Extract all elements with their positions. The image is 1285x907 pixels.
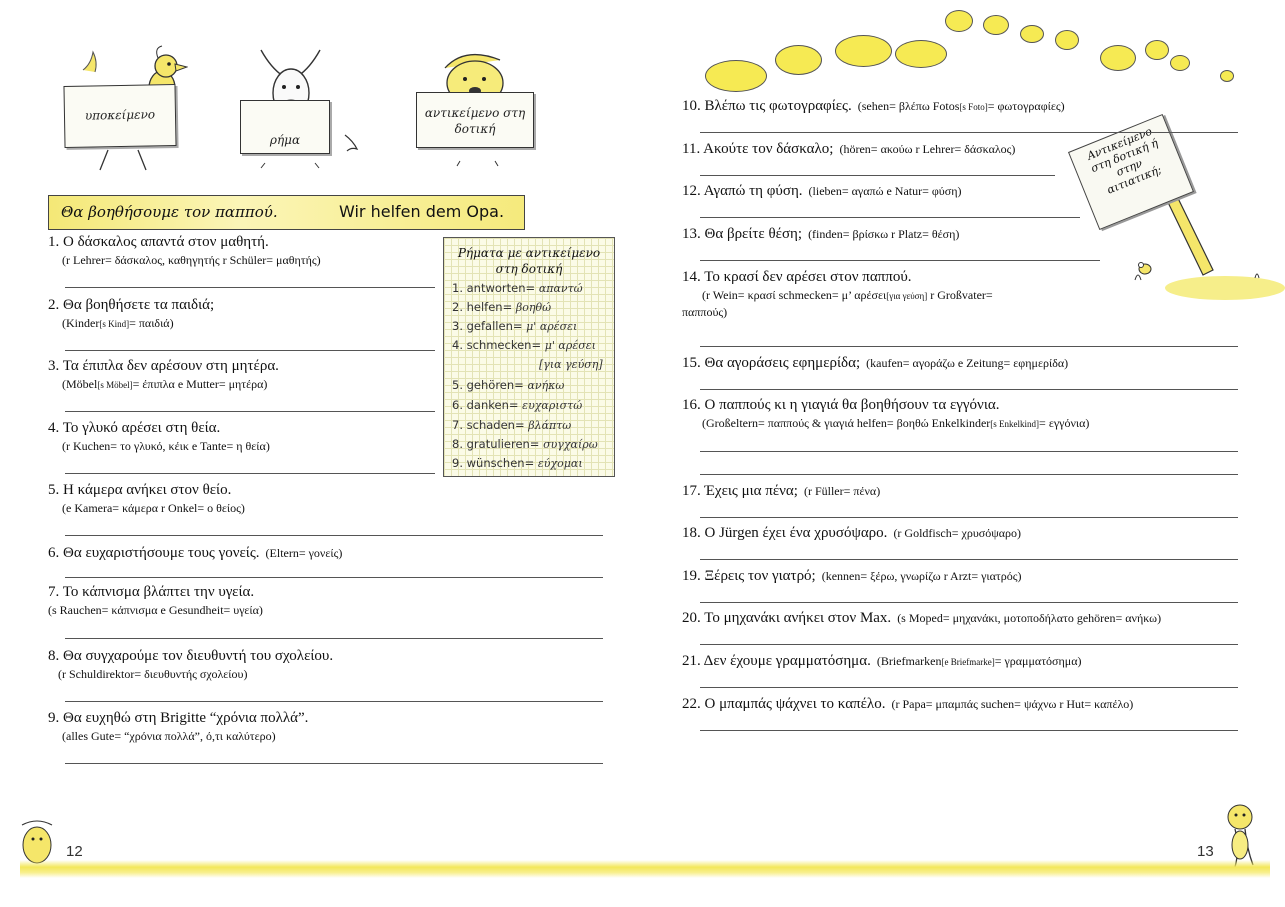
verb-item: 7. schaden= βλάπτω [452,418,572,432]
answer-line[interactable] [65,287,435,288]
verb-item: 4. schmecken= μ' αρέσει [452,338,596,352]
page-number: 13 [1197,843,1214,860]
exercise-21: 21. Δεν έχουμε γραμματόσημα. (Briefmarken[e Briefmarke]= γραμματόσημα) [682,653,1082,669]
sign-subject: υποκείμενο [63,84,176,148]
answer-line[interactable] [65,411,435,412]
verb-item: 8. gratulieren= συγχαίρω [452,437,598,451]
page-number: 12 [66,843,83,860]
banner-greek: Θα βοηθήσουμε τον παππού. [61,203,278,221]
answer-line[interactable] [700,687,1238,688]
exercise-11: 11. Ακούτε τον δάσκαλο; (hören= ακούω r Lehrer= δάσκαλος) [682,141,1016,157]
exercise-4: 4. Το γλυκό αρέσει στη θεία. (r Kuchen= το γλυκό, κέικ e Tante= η θεία) [48,420,270,453]
answer-line[interactable] [700,217,1080,218]
exercise-2: 2. Θα βοηθήσετε τα παιδιά; (Kinder[s Kind]= παιδιά) [48,297,215,330]
exercise-17: 17. Έχεις μια πένα; (r Füller= πένα) [682,483,881,499]
exercise-6: 6. Θα ευχαριστήσουμε τους γονείς. (Eltern= γονείς) [48,545,343,561]
answer-line[interactable] [65,350,435,351]
answer-line[interactable] [700,517,1238,518]
exercise-15: 15. Θα αγοράσεις εφημερίδα; (kaufen= αγοράζω e Zeitung= εφημερίδα) [682,355,1069,371]
exercise-9: 9. Θα ευχηθώ στη Brigitte “χρόνια πολλά”. (alles Gute= “χρόνια πολλά”, ό,τι καλύτερο) [48,710,309,743]
right-page [645,0,1285,907]
verb-item: 6. danken= ευχαριστώ [452,398,583,412]
exercise-7: 7. Το κάπνισμα βλάπτει την υγεία. (s Rauchen= κάπνισμα e Gesundheit= υγεία) [48,584,263,617]
sign-verb: ρήμα [240,100,330,154]
banner-german: Wir helfen dem Opa. [339,202,505,221]
exercise-18: 18. Ο Jürgen έχει ένα χρυσόψαρο. (r Goldfisch= χρυσόψαρο) [682,525,1022,541]
ground-strip [645,860,1270,878]
answer-line[interactable] [700,474,1238,475]
answer-line[interactable] [65,701,603,702]
dative-verbs-box: Ρήματα με αντικείμενο στη δοτική 1. antworten= απαντώ 2. helfen= βοηθώ 3. gefallen= μ' αρέσει 4. schmecken= μ' αρέσει [για γεύση] 5. gehören= ανήκω 6. danken= ευχαριστώ 7. schaden= βλάπτω 8. gratulieren= συγχαίρω 9. wünschen= εύχομαι [443,237,615,477]
verb-item: 5. gehören= ανήκω [452,378,565,392]
exercise-22: 22. Ο μπαμπάς ψάχνει το καπέλο. (r Papa= μπαμπάς suchen= ψάχνω r Hut= καπέλο) [682,696,1134,712]
answer-line[interactable] [65,577,603,578]
verb-item: 3. gefallen= μ' αρέσει [452,319,578,333]
answer-line[interactable] [700,260,1100,261]
answer-line[interactable] [700,559,1238,560]
left-page [0,0,640,907]
verb-item-note: [για γεύση] [539,358,603,371]
answer-line[interactable] [700,346,1238,347]
answer-line[interactable] [700,730,1238,731]
signpost-board: Αντικείμενο στη δοτική ή στην αιτιατική; [1068,114,1194,230]
answer-line[interactable] [700,644,1238,645]
exercise-5: 5. Η κάμερα ανήκει στον θείο. (e Kamera= κάμερα r Onkel= ο θείος) [48,482,245,515]
exercise-3: 3. Τα έπιπλα δεν αρέσουν στη μητέρα. (Möbel[s Möbel]= έπιπλα e Mutter= μητέρα) [48,358,279,391]
answer-line[interactable] [65,763,603,764]
exercise-10: 10. Βλέπω τις φωτογραφίες. (sehen= βλέπω Fotos[s Foto]= φωτογραφίες) [682,98,1065,114]
exercise-12: 12. Αγαπώ τη φύση. (lieben= αγαπώ e Natur= φύση) [682,183,962,199]
sign-object-dative: αντικείμενο στη δοτική [416,92,534,148]
answer-line[interactable] [700,451,1238,452]
answer-line[interactable] [700,389,1238,390]
exercise-16: 16. Ο παππούς κι η γιαγιά θα βοηθήσουν τα εγγόνια. (Großeltern= παππούς & γιαγιά helfen= βοηθώ Enkelkinder[s Enkelkind]= εγγόνια) [682,397,1090,430]
answer-line[interactable] [65,535,603,536]
exercise-13: 13. Θα βρείτε θέση; (finden= βρίσκω r Platz= θέση) [682,226,960,242]
exercise-19: 19. Ξέρεις τον γιατρό; (kennen= ξέρω, γνωρίζω r Arzt= γιατρός) [682,568,1022,584]
exercise-14: 14. Το κρασί δεν αρέσει στον παππού. (r Wein= κρασί schmecken= μ’ αρέσει[για γεύση] r Großvater= παππούς) [682,269,993,319]
answer-line[interactable] [700,602,1238,603]
verb-item: 9. wünschen= εύχομαι [452,456,583,470]
answer-line[interactable] [65,473,435,474]
answer-line[interactable] [65,638,603,639]
exercise-1: 1. Ο δάσκαλος απαντά στον μαθητή. (r Lehrer= δάσκαλος, καθηγητής r Schüler= μαθητής) [48,234,321,267]
exercise-20: 20. Το μηχανάκι ανήκει στον Max. (s Moped= μηχανάκι, μοτοποδήλατο gehören= ανήκω) [682,610,1162,626]
exercise-banner [48,195,525,230]
ground-strip [20,860,645,878]
exercise-8: 8. Θα συγχαρούμε τον διευθυντή του σχολείου. (r Schuldirektor= διευθυντής σχολείου) [48,648,334,681]
answer-line[interactable] [700,132,1238,133]
answer-line[interactable] [700,175,1055,176]
verb-item: 1. antworten= απαντώ [452,281,583,295]
verb-item: 2. helfen= βοηθώ [452,300,552,314]
